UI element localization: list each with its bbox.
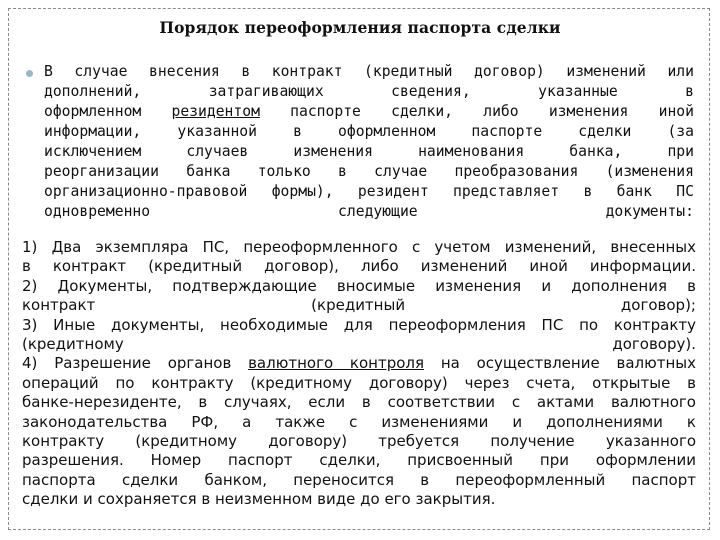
bullet-line-part: оформленном	[44, 103, 172, 120]
list-line: контракту (кредитному договору) требуется получение указанного	[22, 432, 696, 451]
list-line: 1) Два экземпляра ПС, переоформленного с учетом изменений, внесенных	[22, 238, 696, 256]
list-line-part: на осуществление валютных	[424, 354, 697, 373]
bullet-line-part: паспорте сделки, либо изменения иной	[259, 103, 694, 120]
bullet-paragraph	[26, 62, 694, 222]
list-line: законодательства РФ, а также с изменениями и дополнениями к	[22, 412, 696, 431]
list-line: контракт (кредитный договор);	[22, 296, 696, 315]
link-valyutny-kontrol[interactable]: валютного контроля	[248, 354, 425, 373]
numbered-list	[22, 238, 696, 510]
list-line: в контракт (кредитный договор), либо изменений иной информации.	[22, 257, 696, 276]
bullet-line: одновременно следующие документы:	[44, 203, 694, 220]
list-line: разрешения. Номер паспорт сделки, присвоенный при оформлении	[22, 451, 696, 470]
bullet-line: дополнений, затрагивающих сведения, указанные в	[44, 83, 694, 100]
list-line: сделки и сохраняется в неизменном виде до его закрытия.	[22, 490, 496, 509]
bullet-line: исключением случаев изменения наименования банка, при	[44, 143, 694, 160]
bullet-dot-icon	[26, 70, 33, 77]
bullet-line: реорганизации банка только в случае преобразования (изменения	[44, 163, 694, 180]
bullet-text	[44, 62, 694, 222]
bullet-line	[44, 102, 694, 122]
bullet-line: организационно-правовой формы), резидент представляет в банк ПС	[44, 183, 694, 200]
bullet-line: информации, указанной в оформленном паспорте сделки (за	[44, 123, 694, 140]
list-line: банке-нерезиденте, в случаях, если в соответствии с актами валютного	[22, 393, 696, 412]
list-line-part: 4) Разрешение органов	[22, 354, 249, 373]
bullet-line: В случае внесения в контракт (кредитный договор) изменений или	[44, 63, 694, 80]
list-line: (кредитному договору).	[22, 335, 696, 354]
list-line: 3) Иные документы, необходимые для переоформления ПС по контракту	[22, 315, 696, 334]
list-line	[22, 354, 696, 373]
list-line: 2) Документы, подтверждающие вносимые изменения и дополнения в	[22, 276, 696, 295]
list-line: паспорта сделки банком, переносится в переоформленный паспорт	[22, 470, 696, 489]
page-title: Порядок переоформления паспорта сделки	[159, 18, 561, 37]
link-rezident[interactable]: резидентом	[171, 103, 260, 120]
list-line: операций по контракту (кредитному договору) через счета, открытые в	[22, 373, 696, 392]
